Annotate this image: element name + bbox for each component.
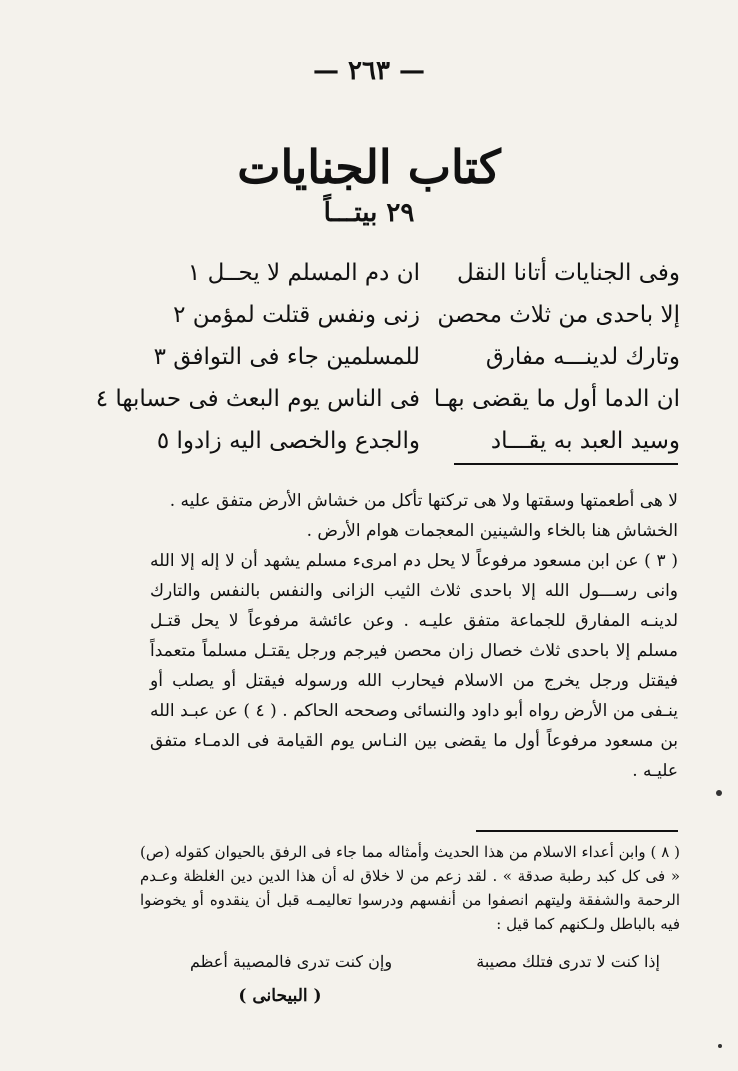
poem-hemistich-first: وتارك لدينـــه مفارق (485, 344, 680, 370)
section-divider (454, 463, 678, 465)
poem-hemistich-first: وفى الجنايات أتانا النقل (456, 260, 680, 286)
poem (95, 252, 680, 462)
ink-speck (716, 790, 722, 796)
commentary-paragraph: لا هى أطعمتها وسقتها ولا هى تركتها تأكل من خشاش الأرض متفق عليه . (169, 491, 678, 511)
page-number: — ٢٦٣ — (312, 56, 426, 86)
poem-hemistich-second: فى الناس يوم البعث فى حسابها ٤ (95, 386, 420, 412)
poem-line (160, 252, 680, 294)
closing-verse (190, 952, 660, 971)
poem-line (153, 336, 680, 378)
commentary-paragraph: ( ٣ ) عن ابن مسعود مرفوعاً لا يحل دم امرىء مسلم يشهد أن لا إله إلا الله وانى رســـول الله إلا باحدى ثلاث الثيب الزانى والنفس بالنفس والتارك لدينـه المفارق للجماعة متفق عليـه . وعن عائشة مرفوعاً لا يحل قتـل مسلم إلا باحدى ثلاث خصال زان محصن فيرجم ورجل يقتـل مسلماً متعمداً فيقتل ورجل يخرج من الاسلام فيحارب الله ورسوله فيقتل أو يصلب أو ينـفى من الأرض رواه أبو داود والنسائى وصححه الحاكم . ( ٤ ) عن عبـد الله بن مسعود مرفوعاً أول ما يقضى بين النـاس يوم القيامة فى الدمـاء متفق عليـه . (150, 551, 679, 781)
closing-verse-first: إذا كنت لا تدرى فتلك مصيبة (476, 952, 660, 971)
ink-speck (718, 1044, 722, 1048)
poem-hemistich-second: والجدع والخصى اليه زادوا ٥ (156, 428, 420, 454)
footnote (140, 840, 680, 936)
closing-verse-second: وإن كنت تدرى فالمصيبة أعظم (190, 952, 393, 971)
poem-hemistich-second: زنى ونفس قتلت لمؤمن ٢ (173, 302, 420, 328)
footnote-paragraph: ( ٨ ) وابن أعداء الاسلام من هذا الحديث وأمثاله مما جاء فى الرفق بالحيوان كقوله (ص) « فى كل كبد رطبة صدقة » . لقد زعم من لا خلاق له أن هذا الدين دين الغلظة وعـدم الرحمة والشفقة وليتهم انصفوا من أنفسهم ودرسوا تعاليمـه قبل أن ينقدوه أو يخوضوا فيه بالباطل ولـكنهم كما قيل : (140, 843, 680, 933)
chapter-title: كتاب الجنايات (237, 140, 501, 194)
verse-count: ٢٩ بيتـــاً (323, 198, 415, 228)
poem-hemistich-first: ان الدما أول ما يقضى بهـا (433, 386, 680, 412)
poem-hemistich-second: للمسلمين جاء فى التوافق ٣ (153, 344, 420, 370)
footnote-divider (476, 830, 678, 832)
poem-line (160, 294, 680, 336)
poem-hemistich-first: إلا باحدى من ثلاث محصن (437, 302, 680, 328)
poem-hemistich-second: ان دم المسلم لا يحــل ١ (187, 260, 420, 286)
poem-hemistich-first: وسيد العبد به يقـــاد (490, 428, 680, 454)
author-signature: ( البيحانى ) (238, 986, 322, 1006)
poem-line (95, 378, 680, 420)
commentary-paragraph: الخشاش هنا بالخاء والشينين المعجمات هوام الأرض . (306, 521, 678, 541)
poem-line (156, 420, 680, 462)
commentary (150, 486, 678, 786)
